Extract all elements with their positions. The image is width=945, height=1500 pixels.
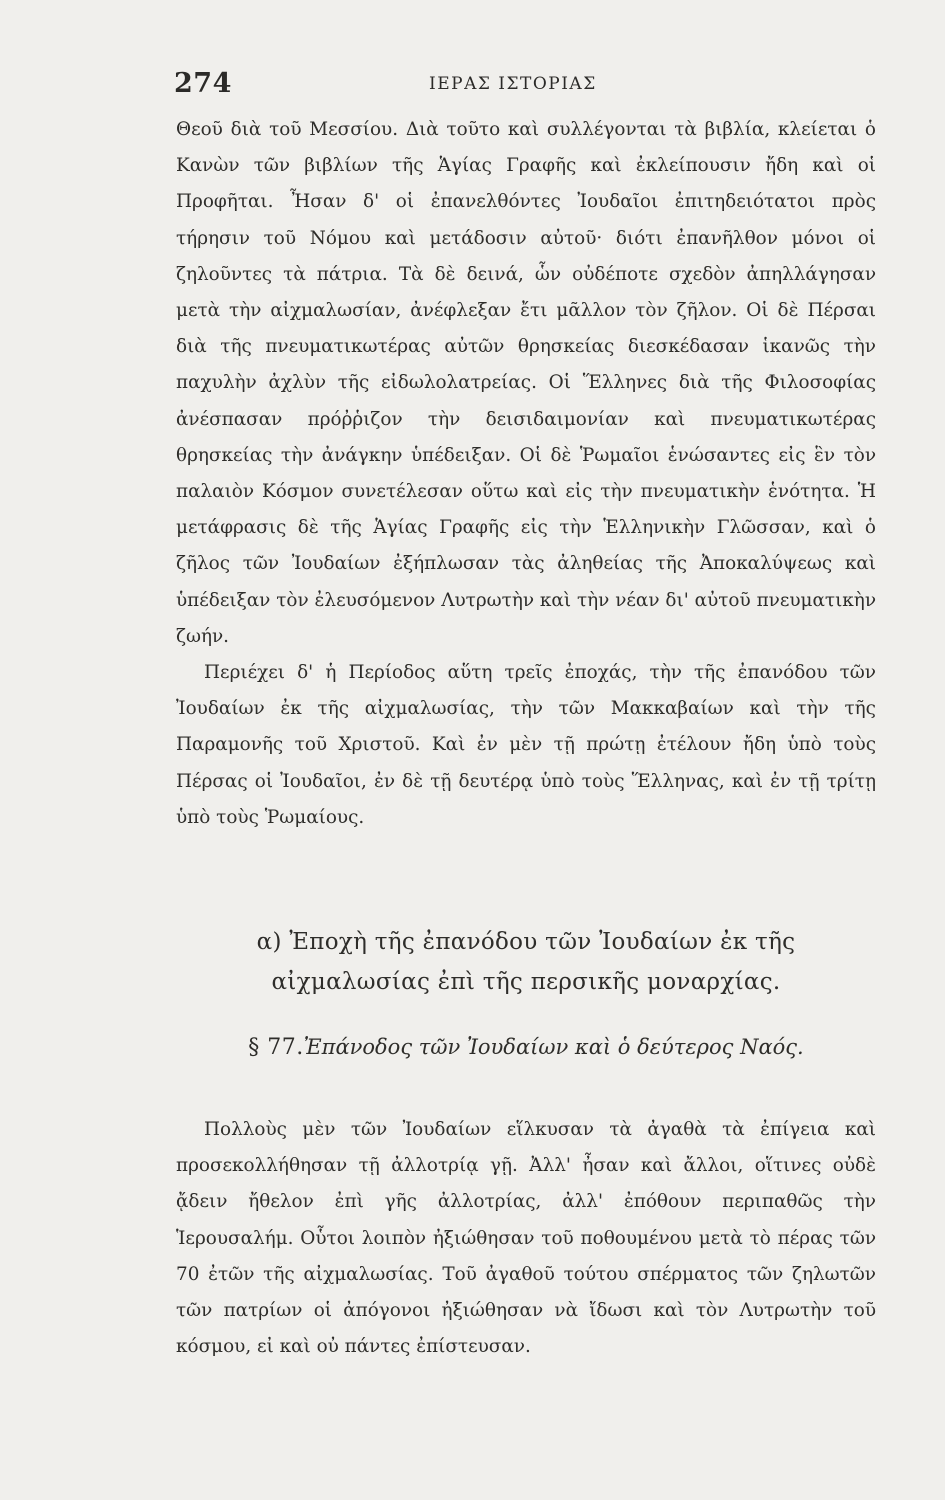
section-title: Ἐπάνοδος τῶν Ἰουδαίων καὶ ὁ δεύτερος Ναός. <box>303 1035 804 1059</box>
section-body-text <box>176 1112 876 1365</box>
page-header <box>174 68 884 108</box>
epoch-heading-line-1: α) Ἐποχὴ τῆς ἐπανόδου τῶν Ἰουδαίων ἐκ τῆς <box>256 929 796 955</box>
body-text <box>176 112 876 836</box>
paragraph-continuation: Θεοῦ διὰ τοῦ Μεσσίου. Διὰ τοῦτο καὶ συλλέγονται τὰ βιβλία, κλείεται ὁ Κανὼν τῶν βιβλίων τῆς Ἁγίας Γραφῆς καὶ ἐκλείπουσιν ἤδη καὶ οἱ Προφῆται. Ἦσαν δ' οἱ ἐπανελθόντες Ἰουδαῖοι ἐπιτηδειότατοι πρὸς τήρησιν τοῦ Νόμου καὶ μετάδοσιν αὐτοῦ· διότι ἐπανῆλθον μόνοι οἱ ζηλοῦντες τὰ πάτρια. Τὰ δὲ δεινά, ὧν οὐδέποτε σχεδὸν ἀπηλλάγησαν μετὰ τὴν αἰχμαλωσίαν, ἀνέφλεξαν ἔτι μᾶλλον τὸν ζῆλον. Οἱ δὲ Πέρσαι διὰ τῆς πνευματικωτέρας αὐτῶν θρησκείας διεσκέδασαν ἱκανῶς τὴν παχυλὴν ἀχλὺν τῆς εἰδωλολατρείας. Οἱ Ἕλληνες διὰ τῆς Φιλοσοφίας ἀνέσπασαν πρόῤῥιζον τὴν δεισιδαιμονίαν καὶ πνευματικωτέρας θρησκείας τὴν ἀνάγκην ὑπέδειξαν. Οἱ δὲ Ῥωμαῖοι ἑνώσαντες εἰς ἓν τὸν παλαιὸν Κόσμον συνετέλεσαν οὕτω καὶ εἰς τὴν πνευματικὴν ἑνότητα. Ἡ μετάφρασις δὲ τῆς Ἁγίας Γραφῆς εἰς τὴν Ἑλληνικὴν Γλῶσσαν, καὶ ὁ ζῆλος τῶν Ἰουδαίων ἐξήπλωσαν τὰς ἀληθείας τῆς Ἀποκαλύψεως καὶ ὑπέδειξαν τὸν ἐλευσόμενον Λυτρωτὴν καὶ τὴν νέαν δι' αὐτοῦ πνευματικὴν ζωήν. <box>176 119 876 647</box>
epoch-heading-line-2: αἰχμαλωσίας ἐπὶ τῆς περσικῆς μοναρχίας. <box>271 969 781 995</box>
section-number: § 77. <box>248 1035 304 1060</box>
epoch-heading <box>176 922 876 1002</box>
running-head: ΙΕΡΑΣ ΙΣΤΟΡΙΑΣ <box>429 74 597 94</box>
section-heading <box>176 1035 876 1060</box>
page-number: 274 <box>174 68 232 99</box>
paragraph-return: Πολλοὺς μὲν τῶν Ἰουδαίων εἵλκυσαν τὰ ἀγαθὰ τὰ ἐπίγεια καὶ προσεκολλήθησαν τῇ ἀλλοτρίᾳ γῇ. Ἀλλ' ἦσαν καὶ ἄλλοι, οἵτινες οὐδὲ ᾄδειν ἤθελον ἐπὶ γῆς ἀλλοτρίας, ἀλλ' ἐπόθουν περιπαθῶς τὴν Ἱερουσαλήμ. Οὗτοι λοιπὸν ἠξιώθησαν τοῦ ποθουμένου μετὰ τὸ πέρας τῶν 70 ἐτῶν τῆς αἰχμαλωσίας. Τοῦ ἀγαθοῦ τούτου σπέρματος τῶν ζηλωτῶν τῶν πατρίων οἱ ἀπόγονοι ἠξιώθησαν νὰ ἴδωσι καὶ τὸν Λυτρωτὴν τοῦ κόσμου, εἰ καὶ οὐ πάντες ἐπίστευσαν. <box>176 1119 876 1358</box>
paragraph-periods: Περιέχει δ' ἡ Περίοδος αὕτη τρεῖς ἐποχάς, τὴν τῆς ἐπανόδου τῶν Ἰουδαίων ἐκ τῆς αἰχμαλωσίας, τὴν τῶν Μακκαβαίων καὶ τὴν τῆς Παραμονῆς τοῦ Χριστοῦ. Καὶ ἐν μὲν τῇ πρώτῃ ἐτέλουν ἤδη ὑπὸ τοὺς Πέρσας οἱ Ἰουδαῖοι, ἐν δὲ τῇ δευτέρᾳ ὑπὸ τοὺς Ἕλληνας, καὶ ἐν τῇ τρίτῃ ὑπὸ τοὺς Ῥωμαίους. <box>176 662 876 828</box>
